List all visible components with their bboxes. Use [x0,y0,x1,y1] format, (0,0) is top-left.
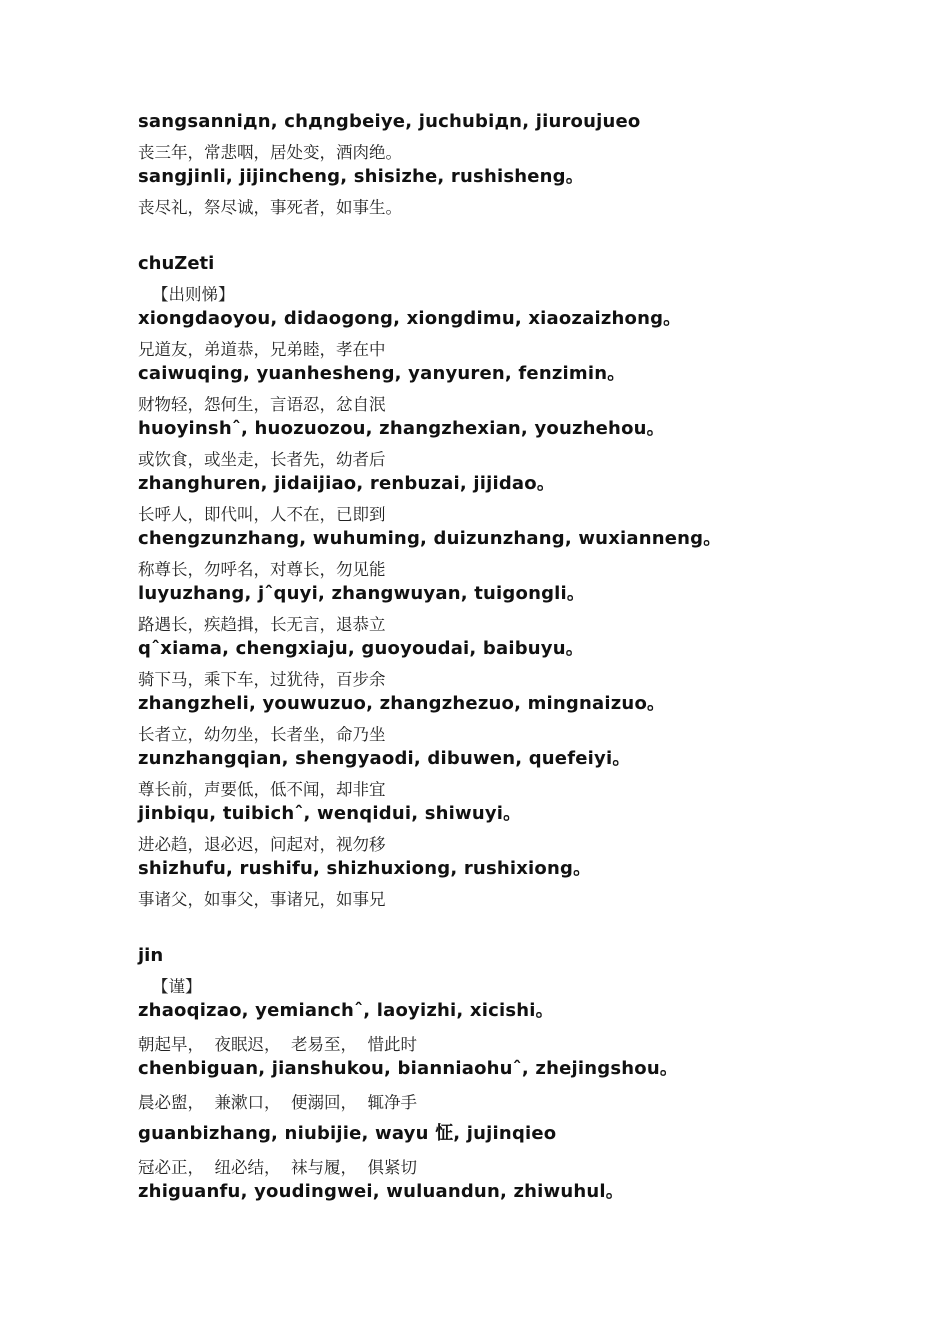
section-title: 【谨】 [152,977,202,996]
pinyin-line: zhanghuren, jidaijiao, renbuzai, jijidao。 [138,473,556,494]
pinyin-line: sangjinli, jijincheng, shisizhe, rushisheng。 [138,166,584,187]
pinyin-line: chenbiguan, jianshukou, bianniaohuˆ, zhejingshou。 [138,1058,679,1079]
chinese-line: 长者立，幼勿坐，长者坐，命乃坐 [138,725,386,744]
chinese-line: 丧尽礼，祭尽诚，事死者，如事生。 [138,198,402,217]
chinese-line: 兄道友，弟道恭，兄弟睦，孝在中 [138,340,386,359]
chinese-line: 财物轻，怨何生，言语忍，忿自泯 [138,395,386,414]
pinyin-line: xiongdaoyou, didaogong, xiongdimu, xiaozaizhong。 [138,308,682,329]
pinyin-line: zhiguanfu, youdingwei, wuluandun, zhiwuhul。 [138,1181,624,1202]
pinyin-line: shizhufu, rushifu, shizhuxiong, rushixiong。 [138,858,592,879]
pinyin-line: jinbiqu, tuibichˆ, wenqidui, shiwuyi。 [138,803,522,824]
pinyin-line: qˆxiama, chengxiaju, guoyoudai, baibuyu。 [138,638,584,659]
chinese-line: 或饮食，或坐走，长者先，幼者后 [138,450,386,469]
pinyin-line: chengzunzhang, wuhuming, duizunzhang, wuxianneng。 [138,528,722,549]
pinyin-line: caiwuqing, yuanhesheng, yanyuren, fenzimin。 [138,363,626,384]
pinyin-line: sangsanniдn, chдngbeiye, juchubiдn, jiurouјueo [138,111,641,132]
pinyin-line: luyuzhang, jˆquyi, zhangwuyan, tuigongli。 [138,583,586,604]
chinese-line: 路遇长，疾趋揖，长无言，退恭立 [138,615,386,634]
chinese-line: 冠必正， 纽必结， 袜与履， 俱紧切 [138,1158,417,1177]
section-heading: jin [138,945,164,966]
chinese-line: 丧三年，常悲咽，居处变，酒肉绝。 [138,143,402,162]
pinyin-line: huoyinshˆ, huozuozou, zhangzhexian, youzhehou。 [138,418,665,439]
pinyin-line: zhangzheli, youwuzuo, zhangzhezuo, mingnaizuo。 [138,693,666,714]
chinese-line: 称尊长，勿呼名，对尊长，勿见能 [138,560,386,579]
document-page [138,110,858,1204]
pinyin-line: guanbizhang, niubijie, wayu 怔, jujinqieo [138,1123,557,1144]
pinyin-line: zhaoqizao, yemianchˆ, laoyizhi, xicishi。 [138,1000,554,1021]
section-title: 【出则悌】 [152,285,235,304]
chinese-line: 朝起早， 夜眠迟， 老易至， 惜此时 [138,1035,417,1054]
chinese-line: 尊长前，声要低，低不闻，却非宜 [138,780,386,799]
pinyin-line: zunzhangqian, shengyaodi, dibuwen, quefeiyi。 [138,748,631,769]
chinese-line: 事诸父，如事父，事诸兄，如事兄 [138,890,386,909]
chinese-line: 长呼人，即代叫，人不在，已即到 [138,505,386,524]
chinese-line: 进必趋，退必迟，问起对，视勿移 [138,835,386,854]
chinese-line: 晨必盥， 兼漱口， 便溺回， 辄净手 [138,1093,417,1112]
section-heading: chuZeti [138,253,215,274]
chinese-line: 骑下马，乘下车，过犹待，百步余 [138,670,386,689]
